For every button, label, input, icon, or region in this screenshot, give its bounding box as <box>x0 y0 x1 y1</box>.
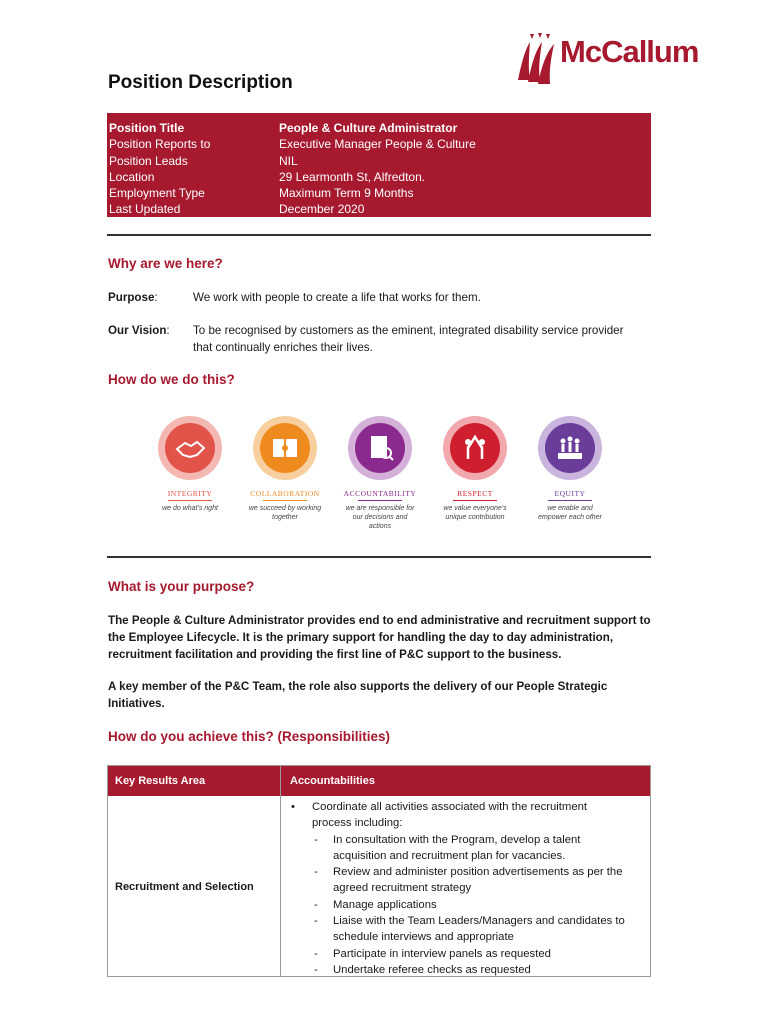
column-header-kra: Key Results Area <box>115 775 206 787</box>
info-label: Position Leads <box>109 153 188 168</box>
accountability-line: - Manage applications <box>288 897 644 913</box>
info-label: Position Reports to <box>109 137 211 152</box>
value-desc: together <box>272 514 298 521</box>
column-header-accountabilities: Accountabilities <box>290 775 375 787</box>
position-info-box <box>107 113 651 217</box>
accountability-line: process including: <box>312 817 403 830</box>
how-heading: How do we do this? <box>108 372 235 387</box>
info-value: NIL <box>279 153 298 168</box>
info-value: Maximum Term 9 Months <box>279 186 414 201</box>
value-desc: actions <box>368 523 392 530</box>
why-heading: Why are we here? <box>108 256 223 271</box>
accountability-line: - In consultation with the Program, develop a talent <box>288 832 644 848</box>
document-search-icon <box>347 415 413 481</box>
page-title: Position Description <box>108 72 293 93</box>
value-name: RESPECT <box>457 489 493 498</box>
accountability-line: - Participate in interview panels as requested <box>288 946 644 962</box>
logo-text: McCallum <box>560 34 699 69</box>
puzzle-icon <box>252 415 318 481</box>
accountability-line: - Liaise with the Team Leaders/Managers and candidates to <box>288 913 644 929</box>
column-divider <box>280 766 281 976</box>
value-collaboration <box>235 415 335 522</box>
accountability-line: • Coordinate all activities associated with the recruitment <box>288 799 644 815</box>
value-underline <box>548 500 592 501</box>
info-value: Executive Manager People & Culture <box>279 137 476 152</box>
section-divider <box>107 556 651 558</box>
purpose-paragraph-1 <box>108 612 668 663</box>
purpose-label: Purpose: <box>108 291 158 304</box>
value-desc: we are responsible for <box>345 505 415 512</box>
value-underline <box>453 500 497 501</box>
purpose-line: The People & Culture Administrator provides end to end administrative and recruitment support to <box>108 614 651 627</box>
value-underline <box>263 500 307 501</box>
values-row <box>140 415 610 540</box>
responsibilities-heading: How do you achieve this? (Responsibilities) <box>108 729 391 744</box>
info-label: Last Updated <box>109 202 181 217</box>
value-integrity <box>140 415 240 513</box>
value-name: INTEGRITY <box>167 489 213 498</box>
people-high-five-icon <box>442 415 508 481</box>
purpose-line: Initiatives. <box>108 697 165 710</box>
value-underline <box>358 500 402 501</box>
value-accountability <box>330 415 430 531</box>
vision-label: Our Vision: <box>108 324 170 337</box>
purpose-line: recruitment facilitation and providing the first line of P&C support to the business. <box>108 648 562 661</box>
accountabilities-cell <box>288 799 644 978</box>
value-desc: empower each other <box>538 514 602 521</box>
accountability-line: agreed recruitment strategy <box>333 882 472 895</box>
value-name: COLLABORATION <box>250 489 320 498</box>
value-desc: we enable and <box>547 505 593 512</box>
kra-cell: Recruitment and Selection <box>115 881 254 893</box>
value-respect <box>425 415 525 522</box>
value-desc: unique contribution <box>445 514 505 521</box>
responsibilities-table <box>107 765 651 977</box>
value-name: ACCOUNTABILITY <box>343 489 417 498</box>
value-desc: our decisions and <box>352 514 408 521</box>
section-divider <box>107 234 651 236</box>
value-equity <box>520 415 620 522</box>
purpose-line: the Employee Lifecycle. It is the primary support for handling the day to day administration, <box>108 631 614 644</box>
value-desc: we do what's right <box>162 505 218 512</box>
value-name: EQUITY <box>554 489 586 498</box>
info-label: Position Title <box>109 121 185 135</box>
accountability-line: acquisition and recruitment plan for vacancies. <box>333 849 566 862</box>
value-underline <box>168 500 212 501</box>
info-label: Location <box>109 169 155 184</box>
accountability-line: - Undertake referee checks as requested <box>288 962 644 978</box>
table-header <box>108 766 650 796</box>
vision-line: that continually enriches their lives. <box>193 341 373 354</box>
info-label: Employment Type <box>109 186 205 201</box>
info-value: 29 Learmonth St, Alfredton. <box>279 169 426 184</box>
podium-people-icon <box>537 415 603 481</box>
info-labels <box>107 120 277 218</box>
vision-line: To be recognised by customers as the eminent, integrated disability service provider <box>193 324 624 337</box>
info-value: People & Culture Administrator <box>279 121 458 135</box>
info-value: December 2020 <box>279 202 365 217</box>
purpose-paragraph-2 <box>108 678 668 712</box>
purpose-line: A key member of the P&C Team, the role also supports the delivery of our People Strategic <box>108 680 608 693</box>
vision-text <box>193 322 653 356</box>
value-desc: we value everyone's <box>443 505 507 512</box>
value-desc: we succeed by working <box>248 505 322 512</box>
accountability-line: schedule interviews and appropriate <box>333 931 514 944</box>
purpose-heading: What is your purpose? <box>108 579 255 594</box>
purpose-text: We work with people to create a life that works for them. <box>193 291 481 304</box>
handshake-icon <box>157 415 223 481</box>
logo-mark-icon <box>516 30 560 86</box>
info-values <box>277 120 647 218</box>
accountability-line: - Review and administer position advertisements as per the <box>288 864 644 880</box>
